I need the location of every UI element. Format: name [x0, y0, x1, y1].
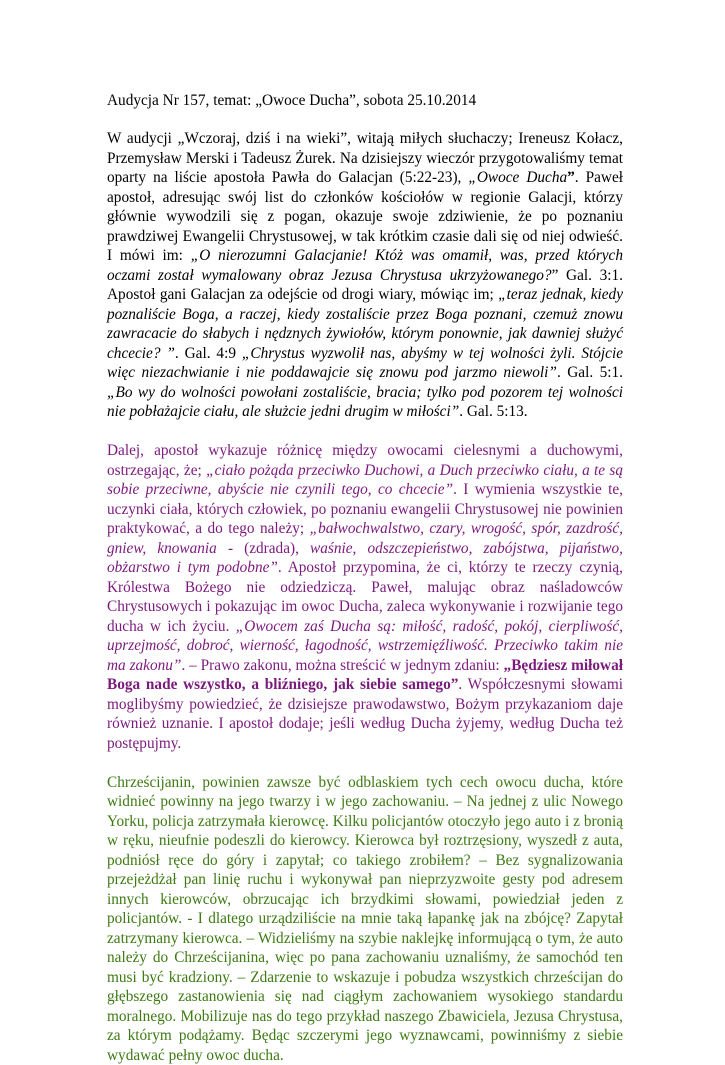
quote-segment: „ciało pożąda przeciwko Duchowi, a Duch przeciwko ciału, a te są sobie przeciwne, abyście nie czynili tego, co chcecie”	[107, 462, 623, 499]
quote-segment: „bałwochwalstwo, czary, wrogość, spór, zazdrość, gniew, knowania	[107, 520, 623, 557]
text-segment: . Paweł apostoł, adresując swój list do członków kościołów w regionie Galacji, którzy głównie wywodzili się z pogan, okazuje swoje zdziwienie, że po poznaniu prawdziwej Ewangelii Chrystusowej, w tak krótkim czasie dali się od niej odwieść. I mówi im:	[107, 169, 623, 264]
quote-segment: „Owocem zaś Ducha są: miłość, radość, pokój, cierpliwość, uprzejmość, dobroć, wierność, łagodność, wstrzemięźliwość. Przeciwko takim nie ma zakonu”	[107, 618, 623, 674]
document-title: Audycja Nr 157, temat: „Owoce Ducha”, sobota 25.10.2014	[107, 91, 623, 110]
text-segment: . Apostoł przypomina, że ci, którzy te rzeczy czynią, Królestwa Bożego nie odziedziczą. Paweł, malując obraz naśladowców Chrystusowych i pokazując im owoc Ducha, zaleca wykonywanie i rozwijanie tego ducha w ich życiu.	[107, 559, 623, 635]
quote-segment: waśnie, odszczepieństwo, zabójstwa, pijaństwo, obżarstwo i tym podobne”	[107, 540, 623, 577]
text-segment: . Gal. 4:9	[175, 345, 242, 362]
text-segment: W audycji „Wczoraj, dziś i na wieki”, witają miłych słuchaczy; Ireneusz Kołacz, Przemysław Merski i Tadeusz Żurek. Na dzisiejszy wieczór przygotowaliśmy temat oparty na liście apostoła Pawła do Galacjan (5:22-23),	[107, 130, 623, 186]
bold-quote-segment: „Będziesz miłował Boga nade wszystko, a bliźniego, jak siebie samego”	[107, 657, 623, 694]
paragraph-intro	[107, 129, 623, 422]
quote-segment: „Bo wy do wolności powołani zostaliście, bracia; tylko pod pozorem tej wolności nie pobłażajcie ciału, ale służcie jedni drugim w miłości”	[107, 384, 623, 421]
quote-segment: „O nierozumni Galacjanie! Któż was omamił, was, przed których oczami został wymalowany obraz Jezusa Chrystusa ukrzyżowanego?	[107, 247, 623, 284]
text-segment: . I wymienia wszystkie te, uczynki ciała, których człowiek, po poznaniu ewangelii Chrystusowej nie powinien praktykować, a do tego należy;	[107, 481, 623, 537]
quote-segment: „Chrystus wyzwolił nas, abyśmy w tej wolności żyli. Stójcie więc niezachwianie i nie poddawajcie się znowu pod jarzmo niewoli”	[107, 345, 623, 382]
text-segment: . – Prawo zakonu, można streścić w jednym zdaniu:	[181, 657, 503, 674]
paragraph-fruits-comparison	[107, 441, 623, 753]
text-segment: ”	[567, 169, 575, 186]
text-segment: ” Gal. 3:1. Apostoł gani Galacjan za odejście od drogi wiary, mówiąc im;	[107, 267, 623, 304]
text-segment: . Gal. 5:13.	[459, 403, 527, 420]
paragraph-story	[107, 773, 623, 1065]
text-segment: Dalej, apostoł wykazuje różnicę między owocami cielesnymi a duchowymi, ostrzegając, że;	[107, 442, 623, 479]
quote-segment: „Owoce Ducha	[468, 169, 567, 186]
text-segment: Chrześcijanin, powinien zawsze być odblaskiem tych cech owocu ducha, które widnieć powinny na jego twarzy i w jego zachowaniu. – Na jednej z ulic Nowego Yorku, policja zatrzymała kierowcę. Kilku policjantów otoczyło jego auto i z bronią w ręku, nieufnie podeszli do kierowcy. Kierowca był roztrzęsiony, wyszedł z auta, podniósł ręce do góry i zapytał; co takiego zrobiłem? – Bez sygnalizowania przejeżdżał pan linię ruchu i wykonywał pan nieprzyzwoite gesty pod adresem innych kierowców, obrzucając ich brzydkimi słowami, powiedział jeden z policjantów. - I dlatego urządziliście na mnie taką łapankę jak na zbójcę? Zapytał zatrzymany kierowca. – Widzieliśmy na szybie naklejkę informującą o tym, że auto należy do Chrześcijanina, więc po pana zachowaniu uznaliśmy, że samochód ten musi być kradziony. – Zdarzenie to wskazuje i pobudza wszystkich chrześcijan do głębszego zastanowienia się nad ciągłym zachowaniem wysokiego standardu moralnego. Mobilizuje nas do tego przykład naszego Zbawiciela, Jezusa Chrystusa, za którym podążamy. Będąc szczerymi jego wyznawcami, powinniśmy z siebie wydawać pełny owoc ducha.	[107, 774, 623, 1064]
text-segment: . Gal. 5:1.	[557, 364, 623, 381]
text-segment: - (zdrada),	[217, 540, 310, 557]
quote-segment: „teraz jednak, kiedy poznaliście Boga, a raczej, kiedy zostaliście przez Boga poznani, czemuż znowu zawracacie do słabych i nędznych żywiołów, którym ponownie, jak dawniej służyć chcecie? ”	[107, 286, 623, 362]
text-segment: . Współczesnymi słowami moglibyśmy powiedzieć, że dzisiejsze prawodawstwo, Bożym przykazaniom daje również uznanie. I apostoł dodaje; jeśli według Ducha żyjemy, według Ducha też postępujmy.	[107, 676, 623, 752]
